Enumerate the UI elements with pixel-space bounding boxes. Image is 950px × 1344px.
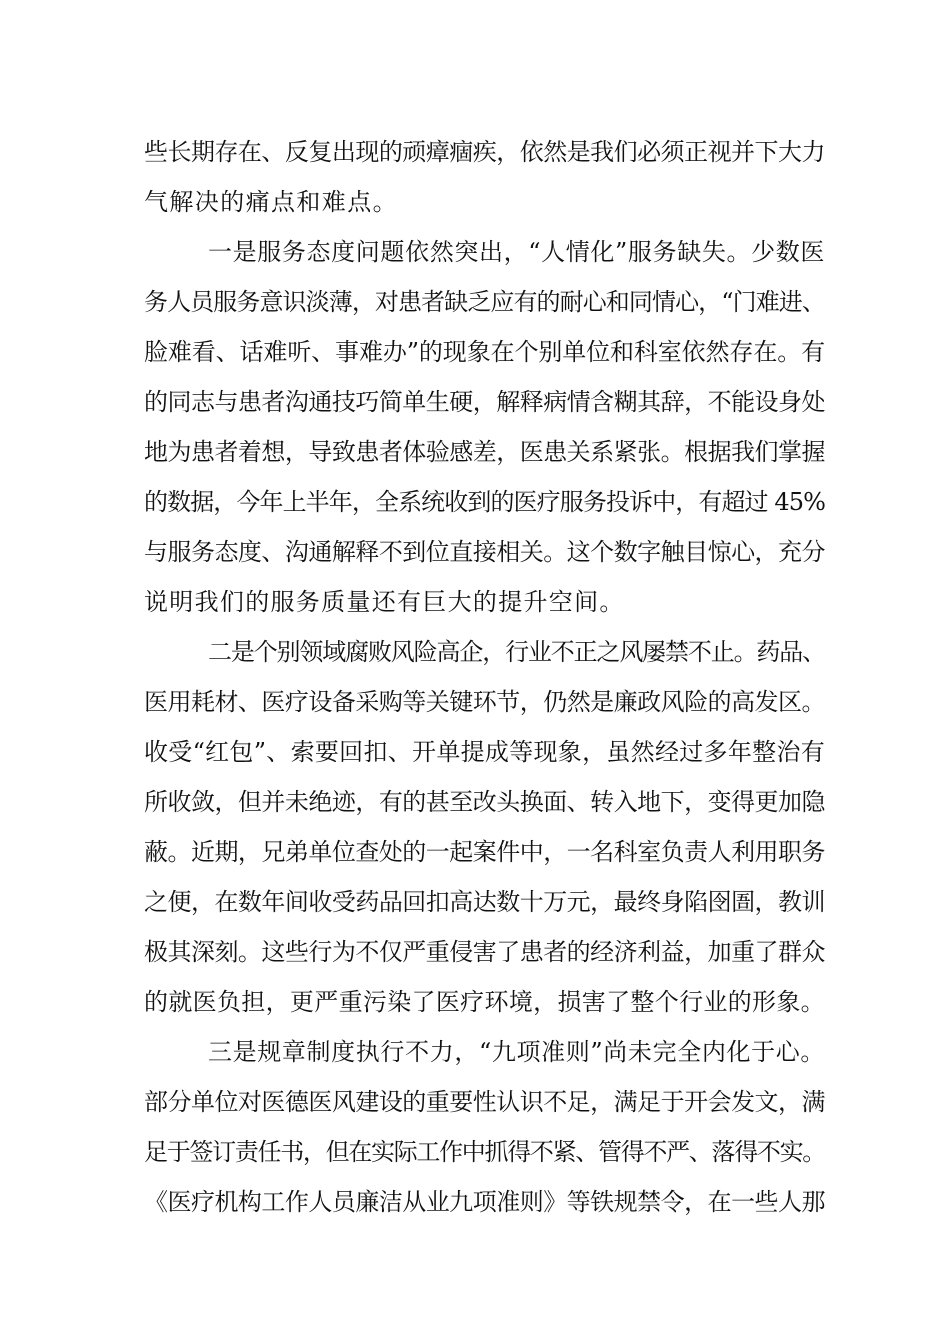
text-line: 极其深刻。这些行为不仅严重侵害了患者的经济利益，加重了群众 xyxy=(144,938,825,966)
paragraph-first-line: 二是个别领域腐败风险高企，行业不正之风屡禁不止。药品、 xyxy=(208,638,825,666)
text-line: 医用耗材、医疗设备采购等关键环节，仍然是廉政风险的高发区。 xyxy=(144,688,825,716)
text-line: 务人员服务意识淡薄，对患者缺乏应有的耐心和同情心，“门难进、 xyxy=(144,288,825,316)
paragraph-first-line: 一是服务态度问题依然突出，“人情化”服务缺失。少数医 xyxy=(208,238,825,266)
text-line: 收受“红包”、索要回扣、开单提成等现象，虽然经过多年整治有 xyxy=(144,738,825,766)
paragraph-first-line: 三是规章制度执行不力，“九项准则”尚未完全内化于心。 xyxy=(208,1038,825,1066)
text-line: 足于签订责任书，但在实际工作中抓得不紧、管得不严、落得不实。 xyxy=(144,1138,825,1166)
text-line: 的数据，今年上半年，全系统收到的医疗服务投诉中，有超过 45% xyxy=(144,488,825,516)
text-line: 说明我们的服务质量还有巨大的提升空间。 xyxy=(144,588,625,616)
text-line: 《医疗机构工作人员廉洁从业九项准则》等铁规禁令，在一些人那 xyxy=(144,1188,825,1216)
text-line: 气解决的痛点和难点。 xyxy=(144,188,398,216)
text-line: 的同志与患者沟通技巧简单生硬，解释病情含糊其辞，不能设身处 xyxy=(144,388,825,416)
text-line: 之便，在数年间收受药品回扣高达数十万元，最终身陷囹圄，教训 xyxy=(144,888,825,916)
text-line: 所收敛，但并未绝迹，有的甚至改头换面、转入地下，变得更加隐 xyxy=(144,788,825,816)
text-line: 的就医负担，更严重污染了医疗环境，损害了整个行业的形象。 xyxy=(144,988,825,1016)
text-line: 些长期存在、反复出现的顽瘴痼疾，依然是我们必须正视并下大力 xyxy=(144,138,825,166)
text-line: 地为患者着想，导致患者体验感差，医患关系紧张。根据我们掌握 xyxy=(144,438,825,466)
text-line: 蔽。近期，兄弟单位查处的一起案件中，一名科室负责人利用职务 xyxy=(144,838,825,866)
text-line: 部分单位对医德医风建设的重要性认识不足，满足于开会发文，满 xyxy=(144,1088,825,1116)
text-line: 与服务态度、沟通解释不到位直接相关。这个数字触目惊心，充分 xyxy=(144,538,825,566)
text-line: 脸难看、话难听、事难办”的现象在个别单位和科室依然存在。有 xyxy=(144,338,825,366)
